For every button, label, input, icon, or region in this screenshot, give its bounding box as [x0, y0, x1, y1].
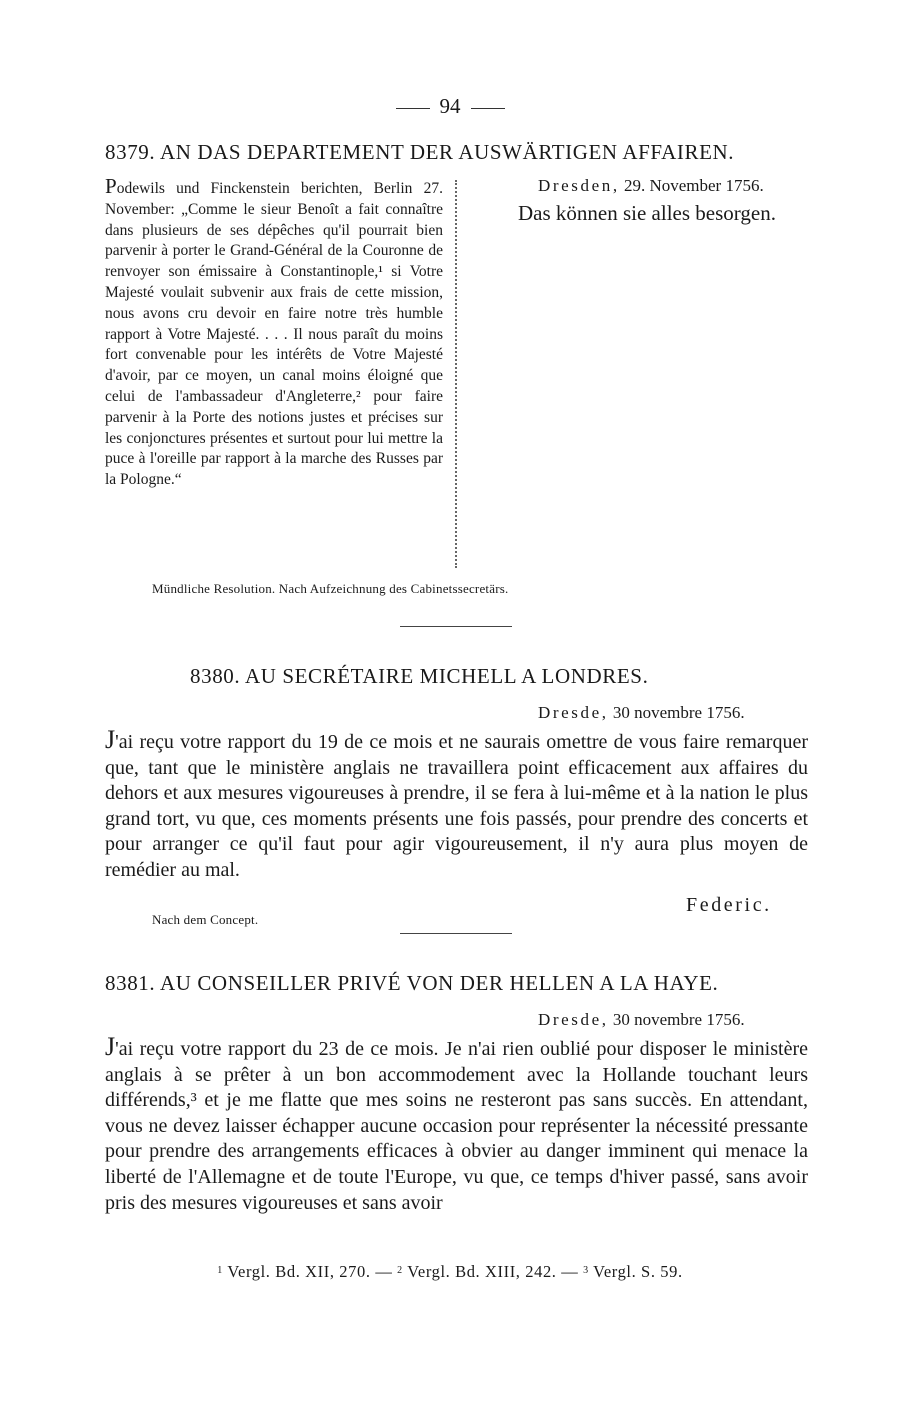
report-text: odewils und Finckenstein berichten, Berlin 27. November: „Comme le sieur Benoît a fait connaître dans plusieurs de ses dépêches qu'il pourrait bien parvenir à porter le Grand-Général de la Couronne de renvoyer son émissaire à Constantinople,¹ si Votre Majesté voulait subvenir aux frais de cette mission, nous avons cru devoir en faire notre très humble rapport à Votre Majesté. . . . Il nous paraît du moins fort convenable pour les intérêts de Votre Majesté d'avoir, par ce moyen, un canal moins éloigné que celui de l'ambassadeur d'Angleterre,² pour faire parvenir à la Porte des notions justes et précises sur les conjonctures présentes et surtout pour lui mettre la puce à l'oreille par rapport à la marche des Russes par la Pologne.“ — [105, 180, 443, 489]
letter-8380-signature: Federic. — [686, 894, 772, 916]
footnote: $^1$ Vergl. Bd. XII, 270. — [217, 1262, 371, 1281]
body-initial: J — [105, 725, 116, 754]
dateline-place: Dresde, — [538, 1010, 609, 1029]
body-text: 'ai reçu votre rapport du 19 de ce mois et ne saurais omettre de vous faire remarquer que, tant que le ministère anglais ne travaillera point efficacement aux affaires du dehors et aux mesures vigoureuses à prendre, il se fera à lui-même et à la nation le plus grand tort, vu que, ces moments présents une fois passés, pour prendre des concerts et pour arranger ce qu'il faut pour agir vigoureusement, il n'y aura plus moyen de remédier au mal. — [105, 731, 808, 881]
body-text: 'ai reçu votre rapport du 23 de ce mois. Je n'ai rien oublié pour disposer le ministère anglais à se prêter à un bon accommodement avec la Hollande touchant leurs différends,³ et je me flatte que mes soins ne resteront pas sans succès. En attendant, vous ne devez laisser échapper aucune occasion pour représenter la nécessité pressante pour prendre des arrangements efficaces à obvier au danger imminent qui menace la liberté de l'Allemagne et de toute l'Europe, vu que, ce temps d'hiver passé, sans avoir pris des mesures vigoureuses et sans avoir — [105, 1038, 808, 1214]
body-initial: J — [105, 1032, 116, 1061]
letter-8380-note: Nach dem Concept. — [152, 912, 259, 927]
dateline-date: 30 novembre 1756. — [612, 703, 745, 722]
letter-8379-resolution: Das können sie alles besorgen. — [518, 201, 776, 225]
letter-8380-heading: 8380. AU SECRÉTAIRE MICHELL A LONDRES. — [190, 664, 649, 688]
letter-8380-body — [105, 727, 808, 884]
column-divider — [455, 180, 457, 568]
page-number-line — [0, 94, 900, 119]
letter-8381-body — [105, 1034, 808, 1216]
letter-8379-report — [105, 176, 443, 491]
letter-8380-dateline — [538, 703, 745, 723]
letter-8379-heading: 8379. AN DAS DEPARTEMENT DER AUSWÄRTIGEN AFFAIREN. — [105, 140, 735, 164]
footnote: $^3$ Vergl. S. 59. — [583, 1262, 683, 1281]
letter-8381-heading: 8381. AU CONSEILLER PRIVÉ VON DER HELLEN A LA HAYE. — [105, 971, 719, 995]
footnote: $^2$ Vergl. Bd. XIII, 242. — [397, 1262, 557, 1281]
section-rule — [400, 933, 512, 934]
dateline-date: 30 novembre 1756. — [612, 1010, 745, 1029]
footnote-separator: — — [561, 1262, 579, 1281]
footnote-separator: — — [375, 1262, 393, 1281]
report-initial: P — [105, 174, 117, 198]
section-rule — [400, 626, 512, 627]
letter-8381-dateline — [538, 1010, 745, 1030]
page-number-dash-right — [471, 108, 505, 109]
letter-8379-dateline — [538, 176, 764, 196]
dateline-place: Dresden, — [538, 176, 620, 195]
letter-8379-note: Mündliche Resolution. Nach Aufzeichnung des Cabinetssecretärs. — [152, 581, 509, 596]
dateline-place: Dresde, — [538, 703, 609, 722]
footnotes — [0, 1262, 900, 1282]
page-number-dash-left — [396, 108, 430, 109]
dateline-date: 29. November 1756. — [623, 176, 764, 195]
page-number: 94 — [439, 94, 461, 118]
